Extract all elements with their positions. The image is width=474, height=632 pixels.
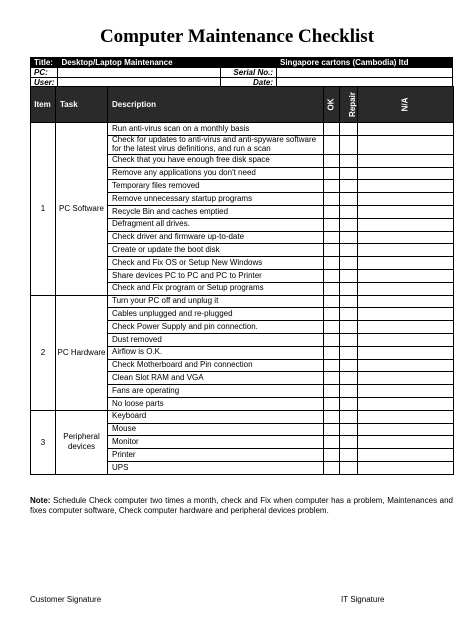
repair-checkbox-cell[interactable] [340, 193, 358, 206]
ok-checkbox-cell[interactable] [324, 397, 340, 410]
na-checkbox-cell[interactable] [358, 436, 454, 449]
na-checkbox-cell[interactable] [358, 333, 454, 346]
repair-checkbox-cell[interactable] [340, 282, 358, 295]
column-item: Item [31, 87, 56, 123]
task-description: Monitor [108, 436, 324, 449]
na-checkbox-cell[interactable] [358, 423, 454, 436]
task-description: Turn your PC off and unplug it [108, 295, 324, 308]
repair-checkbox-cell[interactable] [340, 308, 358, 321]
repair-checkbox-cell[interactable] [340, 436, 358, 449]
note-text: Schedule Check computer two times a month, check and Fix when computer has a problem, Maintenances and fixes computer software, Check computer hardware and peripheral devices problem. [30, 496, 453, 515]
title-value: Desktop/Laptop Maintenance [58, 58, 277, 68]
document-title: Computer Maintenance Checklist [99, 26, 375, 47]
task-description: UPS [108, 461, 324, 474]
ok-checkbox-cell[interactable] [324, 257, 340, 270]
ok-checkbox-cell[interactable] [324, 123, 340, 136]
task-description: Check for updates to anti-virus and anti-spyware software for the latest virus definitions, and run a scan [108, 135, 324, 154]
ok-checkbox-cell[interactable] [324, 218, 340, 231]
repair-checkbox-cell[interactable] [340, 135, 358, 154]
task-description: No loose parts [108, 397, 324, 410]
repair-checkbox-cell[interactable] [340, 167, 358, 180]
task-description: Defragment all drives. [108, 218, 324, 231]
task-description: Create or update the boot disk [108, 244, 324, 257]
na-checkbox-cell[interactable] [358, 205, 454, 218]
serial-label: Serial No.: [221, 68, 277, 78]
task-description: Mouse [108, 423, 324, 436]
repair-checkbox-cell[interactable] [340, 218, 358, 231]
task-description: Run anti-virus scan on a monthly basis [108, 123, 324, 136]
na-checkbox-cell[interactable] [358, 135, 454, 154]
task-description: Remove unnecessary startup programs [108, 193, 324, 206]
group-item-number: 3 [31, 410, 56, 474]
na-checkbox-cell[interactable] [358, 154, 454, 167]
task-description: Printer [108, 449, 324, 462]
column-na [358, 87, 454, 123]
company-name: Singapore cartons (Cambodia) ltd [277, 58, 453, 68]
repair-checkbox-cell[interactable] [340, 385, 358, 398]
repair-checkbox-cell[interactable] [340, 180, 358, 193]
checklist-row [31, 123, 454, 136]
repair-checkbox-cell[interactable] [340, 231, 358, 244]
repair-checkbox-cell[interactable] [340, 154, 358, 167]
ok-checkbox-cell[interactable] [324, 423, 340, 436]
na-checkbox-cell[interactable] [358, 193, 454, 206]
na-checkbox-cell[interactable] [358, 346, 454, 359]
date-label: Date: [221, 78, 277, 88]
ok-checkbox-cell[interactable] [324, 180, 340, 193]
na-checkbox-cell[interactable] [358, 359, 454, 372]
na-checkbox-cell[interactable] [358, 269, 454, 282]
na-checkbox-cell[interactable] [358, 257, 454, 270]
ok-checkbox-cell[interactable] [324, 269, 340, 282]
na-checkbox-cell[interactable] [358, 372, 454, 385]
repair-checkbox-cell[interactable] [340, 372, 358, 385]
na-checkbox-cell[interactable] [358, 180, 454, 193]
ok-checkbox-cell[interactable] [324, 321, 340, 334]
pc-field[interactable] [58, 68, 221, 78]
task-description: Recycle Bin and caches emptied [108, 205, 324, 218]
repair-checkbox-cell[interactable] [340, 461, 358, 474]
task-description: Check and Fix program or Setup programs [108, 282, 324, 295]
task-description: Dust removed [108, 333, 324, 346]
ok-checkbox-cell[interactable] [324, 385, 340, 398]
repair-checkbox-cell[interactable] [340, 359, 358, 372]
ok-checkbox-cell[interactable] [324, 372, 340, 385]
ok-checkbox-cell[interactable] [324, 135, 340, 154]
task-description: Check driver and firmware up-to-date [108, 231, 324, 244]
ok-checkbox-cell[interactable] [324, 333, 340, 346]
task-description: Check that you have enough free disk space [108, 154, 324, 167]
ok-checkbox-cell[interactable] [324, 231, 340, 244]
note [30, 496, 453, 516]
na-checkbox-cell[interactable] [358, 410, 454, 423]
repair-checkbox-cell[interactable] [340, 423, 358, 436]
na-checkbox-cell[interactable] [358, 461, 454, 474]
repair-checkbox-cell[interactable] [340, 346, 358, 359]
task-description: Clean Slot RAM and VGA [108, 372, 324, 385]
task-description: Check and Fix OS or Setup New Windows [108, 257, 324, 270]
ok-checkbox-cell[interactable] [324, 449, 340, 462]
customer-signature: Customer Signature [30, 595, 102, 604]
na-checkbox-cell[interactable] [358, 385, 454, 398]
repair-checkbox-cell[interactable] [340, 295, 358, 308]
na-checkbox-cell[interactable] [358, 282, 454, 295]
task-description: Check Power Supply and pin connection. [108, 321, 324, 334]
group-task-name: Peripheral devices [56, 410, 108, 474]
repair-checkbox-cell[interactable] [340, 205, 358, 218]
task-description: Airflow is O.K. [108, 346, 324, 359]
ok-checkbox-cell[interactable] [324, 282, 340, 295]
ok-checkbox-cell[interactable] [324, 167, 340, 180]
repair-checkbox-cell[interactable] [340, 449, 358, 462]
note-label: Note: [30, 496, 51, 505]
ok-checkbox-cell[interactable] [324, 410, 340, 423]
ok-checkbox-cell[interactable] [324, 436, 340, 449]
checklist-row [31, 295, 454, 308]
column-task: Task [56, 87, 108, 123]
serial-field[interactable] [277, 68, 453, 78]
na-checkbox-cell[interactable] [358, 123, 454, 136]
checklist-header-row [31, 87, 454, 123]
checklist-body [31, 123, 454, 475]
title-label: Title: [31, 58, 58, 68]
group-task-name: PC Hardware [56, 295, 108, 410]
repair-checkbox-cell[interactable] [340, 321, 358, 334]
user-label: User: [31, 78, 58, 88]
task-description: Remove any applications you don't need [108, 167, 324, 180]
na-checkbox-cell[interactable] [358, 218, 454, 231]
na-checkbox-cell[interactable] [358, 449, 454, 462]
na-checkbox-cell[interactable] [358, 321, 454, 334]
repair-checkbox-cell[interactable] [340, 269, 358, 282]
na-checkbox-cell[interactable] [358, 231, 454, 244]
it-signature: IT Signature [341, 595, 385, 604]
ok-checkbox-cell[interactable] [324, 295, 340, 308]
pc-label: PC: [31, 68, 58, 78]
group-task-name: PC Software [56, 123, 108, 296]
column-repair [340, 87, 358, 123]
na-checkbox-cell[interactable] [358, 295, 454, 308]
column-na-label: N/A [400, 97, 410, 112]
ok-checkbox-cell[interactable] [324, 244, 340, 257]
group-item-number: 1 [31, 123, 56, 296]
task-description: Keyboard [108, 410, 324, 423]
task-description: Cables unplugged and re-plugged [108, 308, 324, 321]
checklist-table [30, 86, 454, 475]
column-description: Description [108, 87, 324, 123]
task-description: Temporary files removed [108, 180, 324, 193]
na-checkbox-cell[interactable] [358, 167, 454, 180]
repair-checkbox-cell[interactable] [340, 410, 358, 423]
repair-checkbox-cell[interactable] [340, 244, 358, 257]
ok-checkbox-cell[interactable] [324, 205, 340, 218]
header-pc-row [31, 68, 453, 78]
repair-checkbox-cell[interactable] [340, 333, 358, 346]
group-item-number: 2 [31, 295, 56, 410]
ok-checkbox-cell[interactable] [324, 193, 340, 206]
column-ok-label: OK [326, 98, 336, 111]
repair-checkbox-cell[interactable] [340, 257, 358, 270]
ok-checkbox-cell[interactable] [324, 154, 340, 167]
ok-checkbox-cell[interactable] [324, 461, 340, 474]
ok-checkbox-cell[interactable] [324, 346, 340, 359]
na-checkbox-cell[interactable] [358, 308, 454, 321]
task-description: Fans are operating [108, 385, 324, 398]
header-table [30, 57, 453, 88]
na-checkbox-cell[interactable] [358, 244, 454, 257]
na-checkbox-cell[interactable] [358, 397, 454, 410]
repair-checkbox-cell[interactable] [340, 123, 358, 136]
task-description: Share devices PC to PC and PC to Printer [108, 269, 324, 282]
column-ok [324, 87, 340, 123]
task-description: Check Motherboard and Pin connection [108, 359, 324, 372]
repair-checkbox-cell[interactable] [340, 397, 358, 410]
ok-checkbox-cell[interactable] [324, 359, 340, 372]
ok-checkbox-cell[interactable] [324, 308, 340, 321]
checklist-row [31, 410, 454, 423]
column-repair-label: Repair [347, 92, 357, 117]
header-title-row [31, 58, 453, 68]
